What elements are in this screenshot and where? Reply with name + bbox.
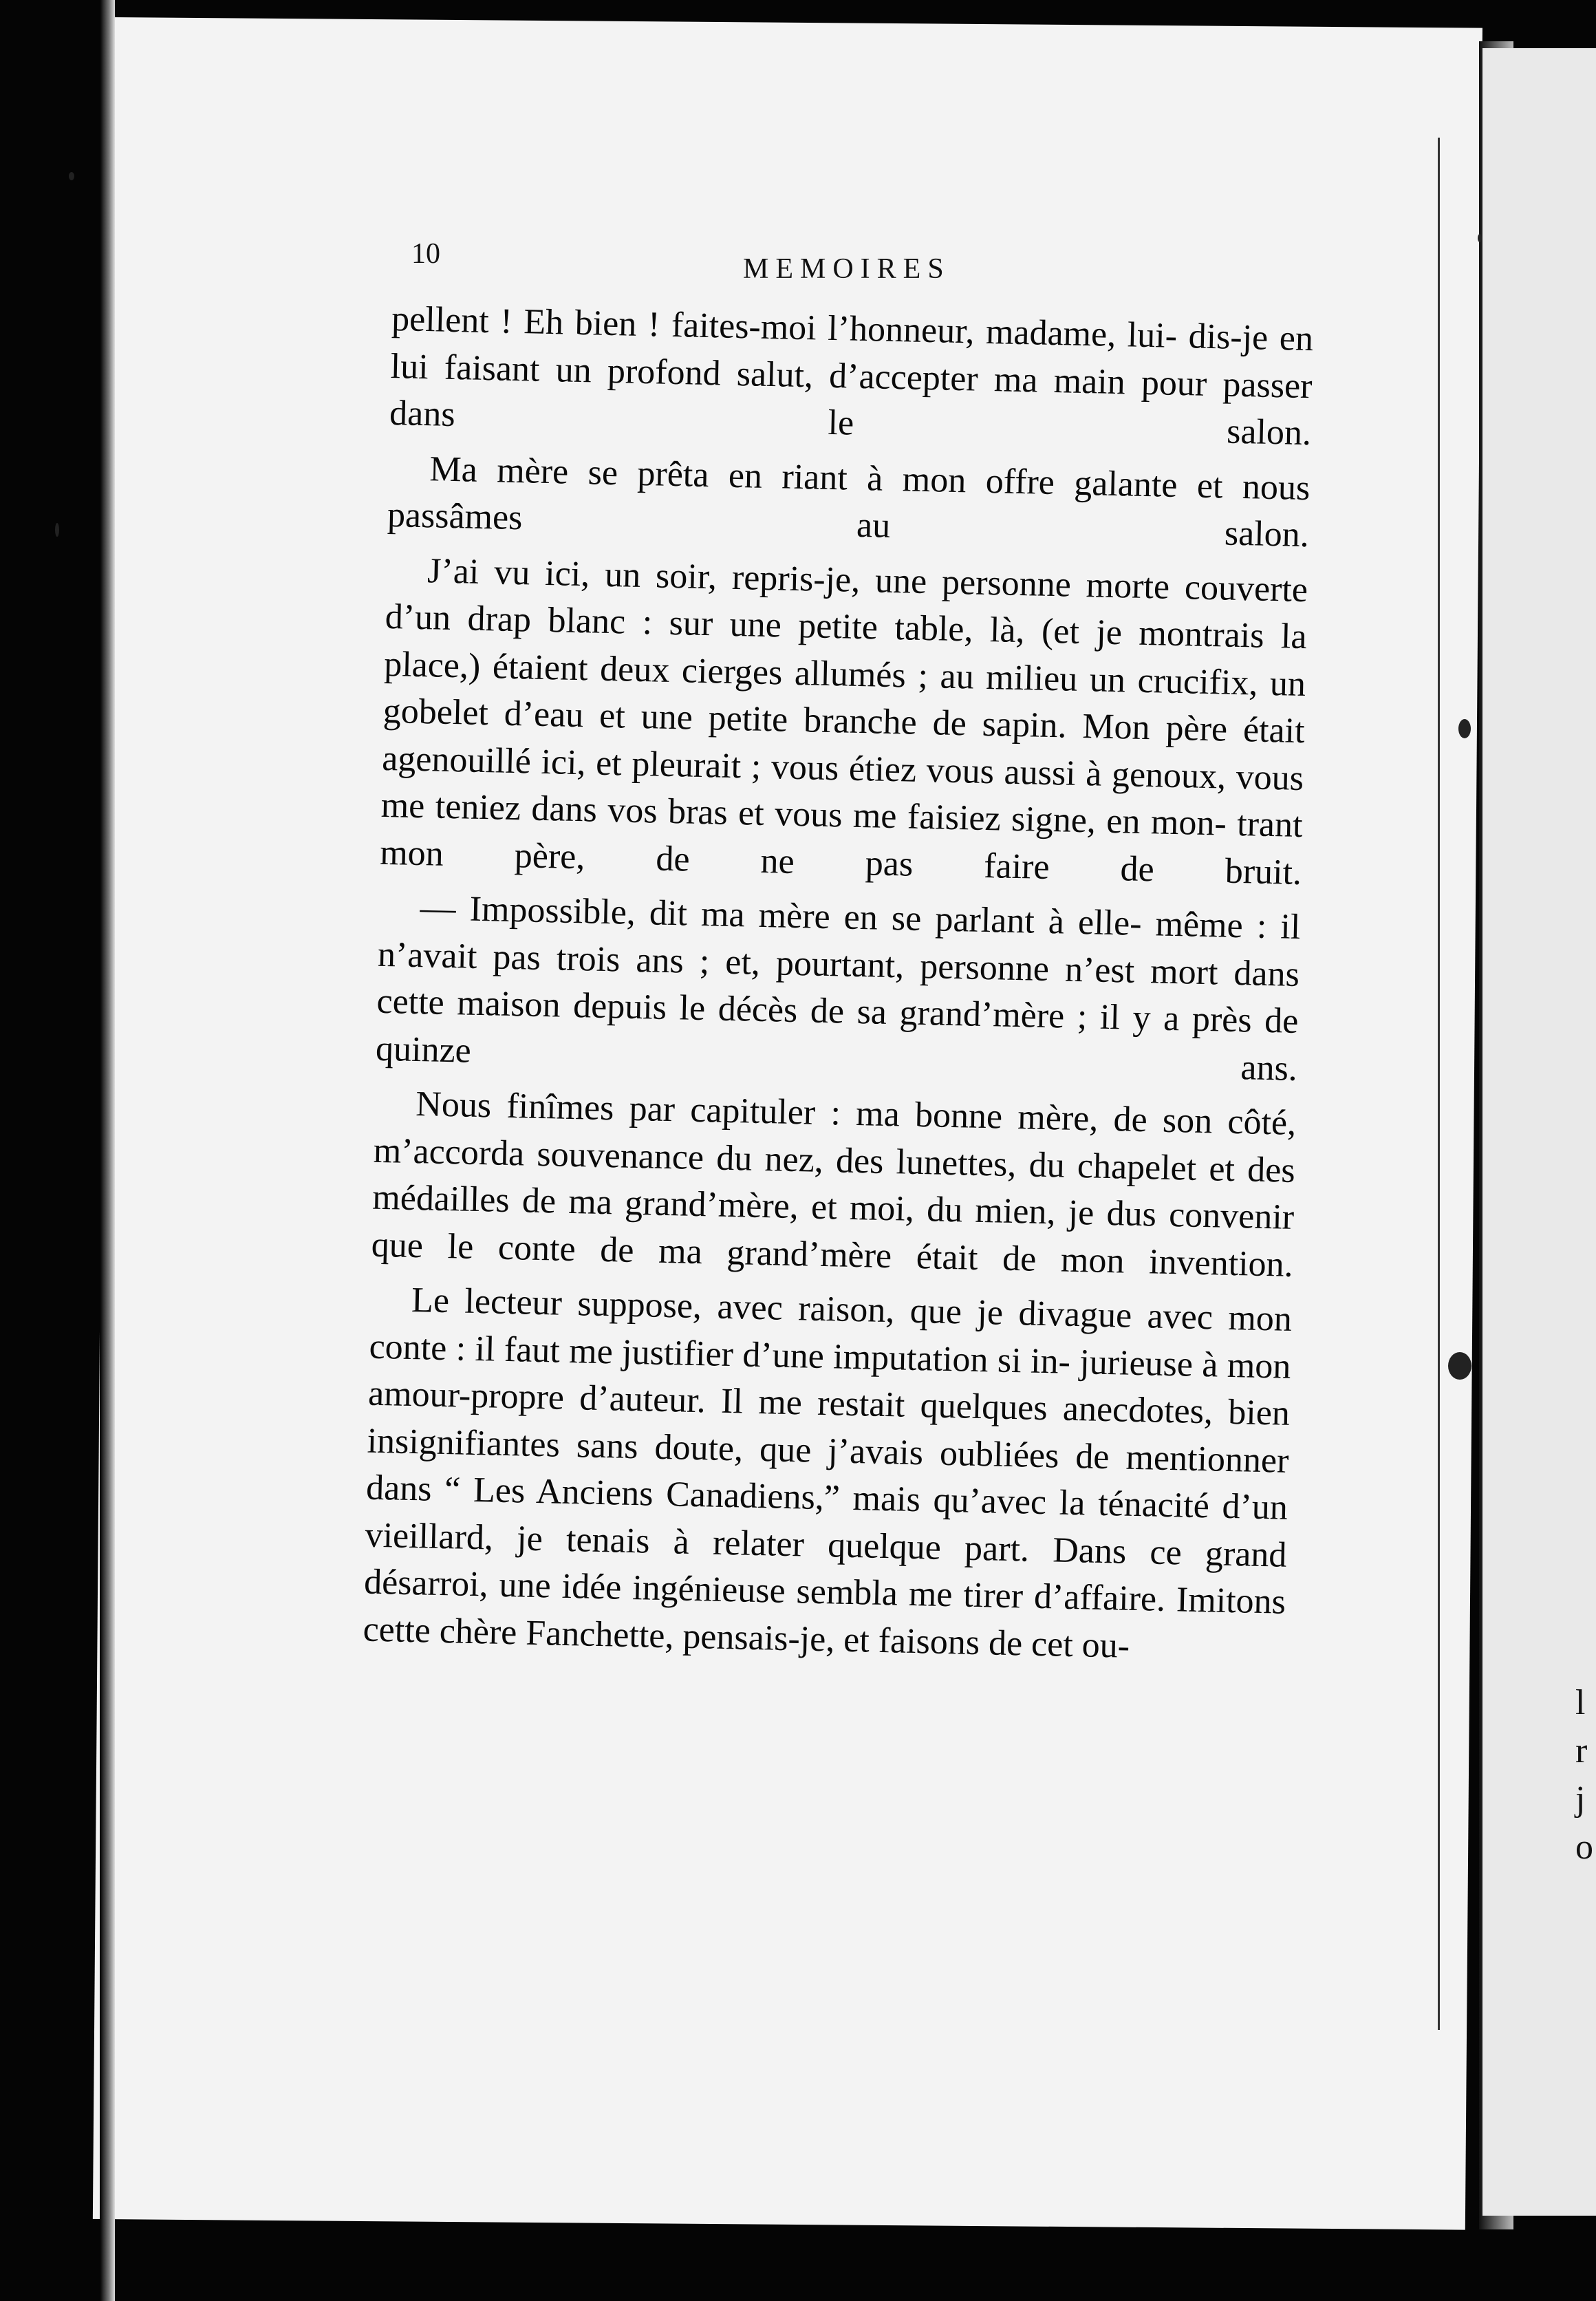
text-line: chapelet et des médailles de ma grand’mère, et moi, du [371,1146,1296,1230]
text-line: main pour passer dans le salon. [389,361,1313,453]
scan-speck [1478,234,1482,242]
facing-page-letters [1575,1679,1593,1872]
paragraph [375,884,1301,1093]
text-line: trant mon père, de ne pas faire de bruit. [379,804,1304,892]
scan-speck [1448,1352,1471,1380]
text-line: J’ai vu ici, un soir, repris-je, une personne morte [427,550,1170,607]
text-line: mien, je dus convenir que le conte de ma grand’mère [371,1190,1295,1276]
text-line: dis-je en lui faisant un profond salut, d’accepter ma [390,317,1314,400]
text-line: que j’avais oubliées de mentionner dans “ Les Anciens [365,1429,1290,1514]
text-line: même : il n’avait pas trois ans ; et, pourtant, personne [377,904,1301,989]
scan-speck [1458,719,1471,738]
page-right-border [1438,138,1440,2030]
body-text [363,296,1314,1681]
text-line: passâmes au salon. [387,495,1310,555]
running-head: MEMOIRES [743,253,951,285]
page-left-edge [100,0,115,2301]
paragraph [371,1080,1297,1289]
text-line: grand’mère ; il y a près de quinze ans. [375,993,1299,1089]
paragraph [389,296,1314,458]
text-line: Canadiens,” mais qu’avec la ténacité d’un vieillard, je [365,1475,1288,1559]
facing-letter: j [1575,1779,1586,1819]
text-line: couverte d’un drap blanc : sur une petite table, là, (et [385,567,1308,652]
scan-speck [55,523,59,537]
text-line: pleurait ; vous étiez vous aussi à genoux, vous me [380,744,1304,826]
facing-letter: l [1575,1683,1586,1722]
text-line: une idée ingénieuse sembla me tirer d’affaire. Imitons [499,1565,1286,1622]
facing-letter: o [1575,1828,1593,1867]
text-line: quelques anecdotes, bien insignifiantes sans doute, [367,1386,1291,1469]
text-line: pellent ! Eh bien ! faites-moi l’honneur, madame, lui- [391,299,1178,356]
text-line: cette chère Fanchette, pensais-je, et faisons de cet ou- [363,1609,1130,1666]
paragraph [387,445,1311,559]
facing-page-fragment [1482,48,1596,2216]
text-line: était de mon invention. [916,1237,1294,1285]
text-line: tenais à relater quelque part. Dans ce grand désarroi, [363,1519,1288,1605]
text-line: je montrais la place,) étaient deux cierges allumés ; au [383,612,1308,697]
text-line: teniez dans vos bras et vous me faisiez signe, en mon- [435,786,1227,844]
scan-speck [69,172,74,180]
paragraph [380,546,1308,897]
page-header [303,210,1286,285]
text-line: — Impossible, dit ma mère en se parlant à elle- [419,888,1143,943]
text-line: Le lecteur suppose, avec raison, que je divague avec [411,1280,1214,1338]
text-line: milieu un crucifix, un gobelet d’eau et une petite [382,657,1306,740]
text-line: Ma mère se prêta en riant à mon offre galante et nous [429,449,1311,508]
page-number: 10 [411,238,440,270]
text-line: Nous finîmes par capituler : ma bonne mère, de son [415,1084,1213,1142]
text-line: jurieuse à mon amour-propre d’auteur. Il me restait [367,1342,1292,1425]
text-line: mon conte : il faut me justifier d’une imputation si in- [369,1298,1293,1382]
facing-letter: r [1575,1731,1588,1770]
paragraph [363,1276,1293,1673]
text-line: n’est mort dans cette maison depuis le décès de sa [376,950,1300,1032]
text-line: côté, m’accorda souvenance du nez, des lunettes, du [373,1102,1297,1186]
text-line: branche de sapin. Mon père était agenouillé ici, et [381,700,1306,783]
